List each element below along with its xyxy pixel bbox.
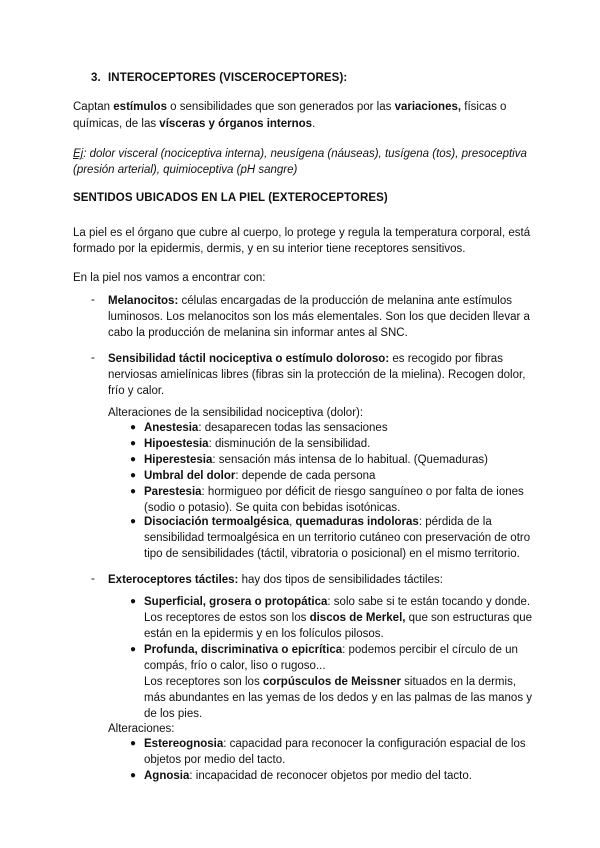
skin-intro-line1: La piel es el órgano que cubre al cuerpo, lo protege y regula la temperatura corporal, está (73, 227, 531, 239)
profunda-line2: compás, frío o calor, liso o rugoso... (144, 660, 326, 672)
nociceptiva-line3: frío y calor. (108, 385, 165, 397)
bullet-agnosia: ● (130, 770, 137, 781)
bullet-superficial: ● (130, 596, 137, 607)
bullet-parestesia: ● (130, 486, 137, 497)
superficial-line1: Superficial, grosera o protopática: solo sabe si te están tocando y donde. (144, 596, 531, 608)
agnosia-line: Agnosia: incapacidad de reconocer objetos por medio del tacto. (144, 770, 472, 782)
item-disociacion-cont2: tipo de sensibilidades (táctil, vibratoria o posicional) en el mismo territorio. (144, 548, 520, 560)
item-disociacion: Disociación termoalgésica, quemaduras indoloras: pérdida de la (144, 516, 492, 528)
melanocitos-line3: cabo la producción de melanina sin informar antes al SNC. (108, 327, 408, 339)
skin-intro-line2: formado por la epidermis, dermis, y en su interior tiene receptores sensitivos. (73, 243, 466, 255)
dash-exteroceptores: - (91, 573, 95, 585)
nociceptiva-line1: Sensibilidad táctil nociceptiva o estímulo doloroso: es recogido por fibras (108, 353, 503, 365)
exteroceptores-alter-heading: Alteraciones: (108, 723, 175, 735)
section-3-desc-line1: Captan estímulos o sensibilidades que son generados por las variaciones, físicas o (73, 101, 507, 113)
nociceptiva-alter-heading: Alteraciones de la sensibilidad nociceptiva (dolor): (108, 407, 364, 419)
profunda-line4: más abundantes en las yemas de los dedos y en las palmas de las manos y (144, 692, 533, 704)
melanocitos-line1: Melanocitos: células encargadas de la producción de melanina ante estímulos (108, 295, 513, 307)
exteroceptores-line: Exteroceptores táctiles: hay dos tipos de sensibilidades táctiles: (108, 574, 443, 586)
bullet-disociacion: ● (130, 516, 137, 527)
skin-intro2: En la piel nos vamos a encontrar con: (73, 272, 266, 284)
example-line2: (presión arterial), quimioceptiva (pH sangre) (73, 164, 298, 176)
bullet-estereognosia: ● (130, 738, 137, 749)
item-parestesia: Parestesia: hormigueo por déficit de riesgo sanguíneo o por falta de iones (144, 486, 524, 498)
section-3-number: 3. (91, 72, 101, 84)
profunda-line5: de los pies. (144, 708, 203, 720)
superficial-line3: están en la epidermis y en los folículos pilosos. (144, 628, 384, 640)
profunda-line1: Profunda, discriminativa o epicrítica: podemos percibir el círculo de un (144, 644, 518, 656)
example-line1: Ej: dolor visceral (nociceptiva interna), neusígena (náuseas), tusígena (tos), presoceptiva (73, 148, 527, 160)
dash-nociceptiva: - (91, 352, 95, 364)
bullet-profunda: ● (130, 644, 137, 655)
bullet-hipoestesia: ● (130, 438, 137, 449)
estereognosia-line1: Estereognosia: capacidad para reconocer la configuración espacial de los (144, 738, 526, 750)
nociceptiva-line2: nerviosas amielínicas libres (fibras sin la protección de la mielina). Recogen dolor, (108, 369, 526, 381)
profunda-line3: Los receptores son los corpúsculos de Meissner situados en la dermis, (144, 676, 517, 688)
item-hiperestesia: Hiperestesia: sensación más intensa de lo habitual. (Quemaduras) (144, 454, 488, 466)
item-umbral-dolor: Umbral del dolor: depende de cada persona (144, 470, 376, 482)
item-disociacion-cont: sensibilidad termoalgésica en un territorio cutáneo con preservación de otro (144, 532, 531, 544)
estereognosia-line2: objetos por medio del tacto. (144, 754, 286, 766)
bullet-umbral: ● (130, 470, 137, 481)
item-parestesia-cont: (sodio o potasio). Se quita con bebidas isotónicas. (144, 502, 401, 514)
section-3-title: INTEROCEPTORES (VISCEROCEPTORES): (108, 72, 348, 84)
section-3-desc-line2: químicas, de las vísceras y órganos internos. (73, 118, 316, 130)
superficial-line2: Los receptores de estos son los discos de Merkel, que son estructuras que (144, 612, 533, 624)
bullet-anestesia: ● (130, 422, 137, 433)
skin-section-title: SENTIDOS UBICADOS EN LA PIEL (EXTEROCEPTORES) (73, 192, 388, 204)
dash-melanocitos: - (91, 294, 95, 306)
melanocitos-line2: luminosos. Los melanocitos son los más elementales. Son los que deciden llevar a (108, 311, 530, 323)
bullet-hiperestesia: ● (130, 454, 137, 465)
item-anestesia: Anestesia: desaparecen todas las sensaciones (144, 422, 388, 434)
item-hipoestesia: Hipoestesia: disminución de la sensibilidad. (144, 438, 371, 450)
